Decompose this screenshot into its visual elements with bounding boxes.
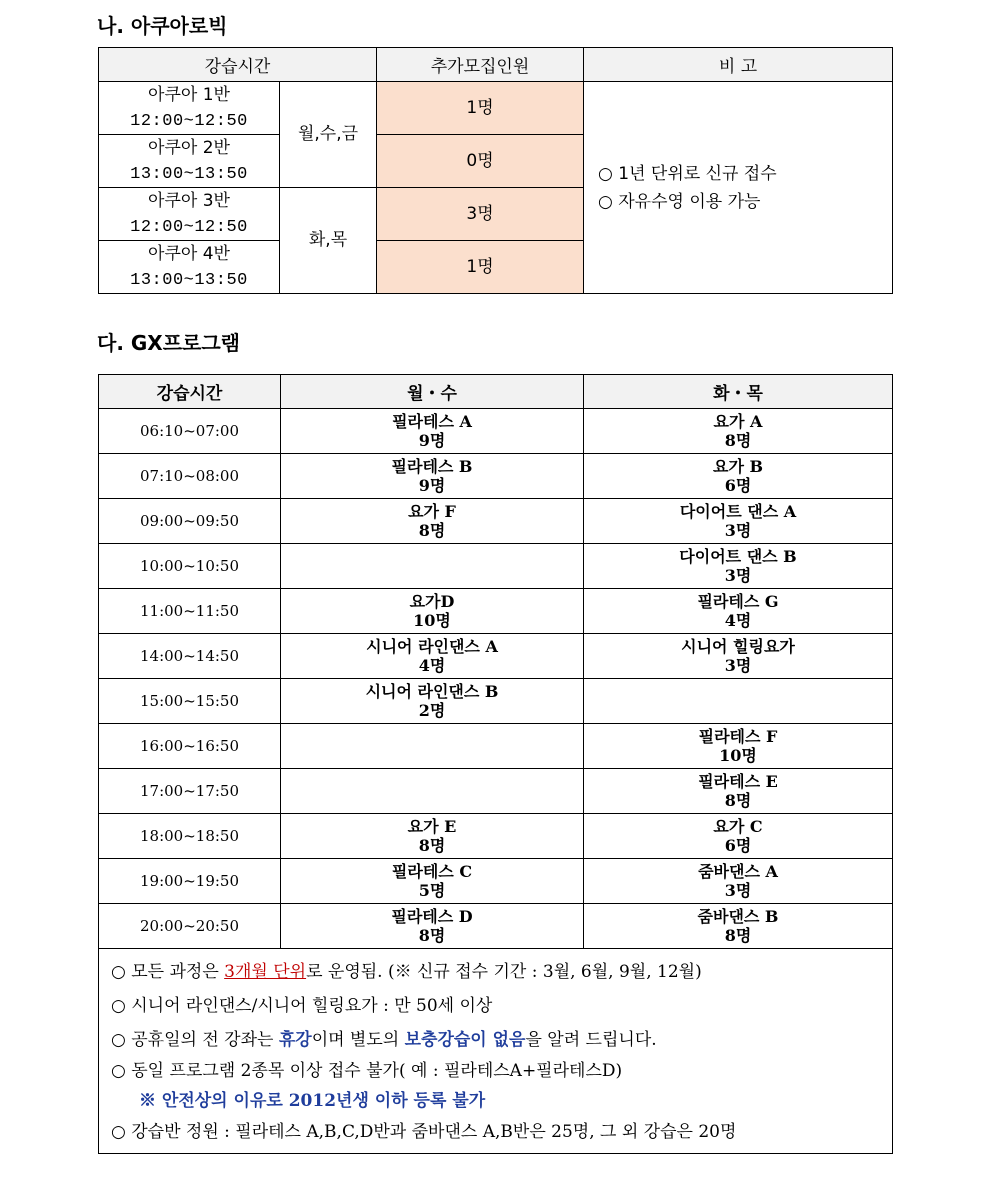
program-name: 다이어트 댄스 B <box>679 547 797 566</box>
gx-mon-wed-cell <box>281 634 584 679</box>
gx-time-cell: 14:00~14:50 <box>99 634 281 679</box>
program-capacity: 10명 <box>413 611 451 630</box>
note-line: ○ 강습반 정원 : 필라테스 A,B,C,D반과 줌바댄스 A,B반은 25명, 그 외 강습은 20명 <box>111 1122 737 1142</box>
safety-warning: ※ 안전상의 이유로 2012년생 이하 등록 불가 <box>139 1091 486 1111</box>
note-line: ○ 시니어 라인댄스/시니어 힐링요가 : 만 50세 이상 <box>111 996 493 1016</box>
gx-tue-thu-cell <box>584 589 893 634</box>
aqua-count-cell: 1명 <box>377 82 584 135</box>
gx-row <box>99 769 893 814</box>
program-name: 필라테스 C <box>391 862 473 881</box>
gx-header-mon-wed: 월・수 <box>281 375 584 409</box>
program-name: 필라테스 B <box>391 457 473 476</box>
gx-notes-cell <box>99 949 893 1154</box>
aqua-header-note: 비 고 <box>584 48 893 82</box>
program-capacity: 3명 <box>724 881 752 900</box>
program-capacity: 6명 <box>724 476 752 495</box>
gx-row <box>99 634 893 679</box>
program-name: 필라테스 F <box>698 727 778 746</box>
gx-time-cell: 11:00~11:50 <box>99 589 281 634</box>
gx-tue-thu-cell <box>584 454 893 499</box>
gx-row <box>99 454 893 499</box>
class-name: 아쿠아 4반 <box>148 243 230 264</box>
gx-tue-thu-cell <box>584 724 893 769</box>
gx-time-cell: 20:00~20:50 <box>99 904 281 949</box>
program-capacity: 8명 <box>418 836 446 855</box>
aqua-note-cell <box>584 82 893 294</box>
note-line: ○ 공휴일의 전 강좌는 휴강이며 별도의 보충강습이 없음을 알려 드립니다. <box>111 1030 657 1050</box>
program-capacity: 4명 <box>418 656 446 675</box>
aqua-header-count: 추가모집인원 <box>377 48 584 82</box>
gx-time-cell: 16:00~16:50 <box>99 724 281 769</box>
aqua-days-cell: 화,목 <box>280 188 377 294</box>
gx-time-cell: 09:00~09:50 <box>99 499 281 544</box>
aqua-header-time: 강습시간 <box>99 48 377 82</box>
aqua-days-cell: 월,수,금 <box>280 82 377 188</box>
program-capacity: 5명 <box>418 881 446 900</box>
gx-program-table <box>98 374 893 1154</box>
program-name: 시니어 힐링요가 <box>681 637 795 656</box>
gx-mon-wed-cell <box>281 544 584 589</box>
gx-mon-wed-cell <box>281 769 584 814</box>
gx-row <box>99 814 893 859</box>
program-capacity: 9명 <box>418 476 446 495</box>
note-line: ○ 동일 프로그램 2종목 이상 접수 불가( 예 : 필라테스A+필라테스D) <box>111 1061 623 1081</box>
program-capacity: 8명 <box>724 431 752 450</box>
gx-mon-wed-cell <box>281 499 584 544</box>
aqua-count-cell: 3명 <box>377 188 584 241</box>
gx-time-cell: 19:00~19:50 <box>99 859 281 904</box>
program-name: 요가 F <box>408 502 456 521</box>
program-capacity: 9명 <box>418 431 446 450</box>
gx-row <box>99 409 893 454</box>
program-capacity: 4명 <box>724 611 752 630</box>
class-time: 13:00~13:50 <box>130 270 248 290</box>
section-title-gx: 다. GX프로그램 <box>97 331 240 355</box>
gx-mon-wed-cell <box>281 409 584 454</box>
program-capacity: 8명 <box>724 791 752 810</box>
gx-header-row <box>99 375 893 409</box>
gx-header-tue-thu: 화・목 <box>584 375 893 409</box>
gx-notes-row <box>99 949 893 1154</box>
gx-tue-thu-cell <box>584 409 893 454</box>
gx-row <box>99 679 893 724</box>
program-name: 요가 B <box>712 457 763 476</box>
gx-time-cell: 07:10~08:00 <box>99 454 281 499</box>
program-capacity: 3명 <box>724 566 752 585</box>
gx-time-cell: 17:00~17:50 <box>99 769 281 814</box>
aqua-header-row <box>99 48 893 82</box>
gx-header-time: 강습시간 <box>99 375 281 409</box>
program-capacity: 10명 <box>719 746 757 765</box>
aqua-count-cell: 1명 <box>377 241 584 294</box>
program-name: 다이어트 댄스 A <box>679 502 797 521</box>
aqua-note-line: ○ 자유수영 이용 가능 <box>598 191 761 212</box>
aqua-note-line: ○ 1년 단위로 신규 접수 <box>598 163 777 184</box>
program-capacity: 6명 <box>724 836 752 855</box>
gx-tue-thu-cell <box>584 814 893 859</box>
program-name: 요가 A <box>713 412 763 431</box>
aqua-row <box>99 82 893 135</box>
program-name: 시니어 라인댄스 A <box>366 637 498 656</box>
program-name: 시니어 라인댄스 B <box>365 682 499 701</box>
gx-mon-wed-cell <box>281 904 584 949</box>
aquarobic-table <box>98 47 893 294</box>
gx-mon-wed-cell <box>281 589 584 634</box>
gx-tue-thu-cell <box>584 679 893 724</box>
gx-time-cell: 10:00~10:50 <box>99 544 281 589</box>
class-name: 아쿠아 1반 <box>148 84 230 105</box>
gx-time-cell: 18:00~18:50 <box>99 814 281 859</box>
program-capacity: 8명 <box>418 926 446 945</box>
gx-time-cell: 06:10~07:00 <box>99 409 281 454</box>
gx-tue-thu-cell <box>584 859 893 904</box>
gx-row <box>99 859 893 904</box>
gx-tue-thu-cell <box>584 904 893 949</box>
gx-row <box>99 544 893 589</box>
gx-time-cell: 15:00~15:50 <box>99 679 281 724</box>
aqua-count-cell: 0명 <box>377 135 584 188</box>
aqua-class-cell <box>99 135 280 188</box>
gx-mon-wed-cell <box>281 724 584 769</box>
program-capacity: 8명 <box>724 926 752 945</box>
gx-mon-wed-cell <box>281 859 584 904</box>
program-name: 필라테스 A <box>392 412 472 431</box>
program-name: 필라테스 G <box>697 592 779 611</box>
program-name: 필라테스 D <box>391 907 473 926</box>
holiday-closed-text: 휴강 <box>278 1030 312 1050</box>
gx-tue-thu-cell <box>584 634 893 679</box>
aqua-class-cell <box>99 82 280 135</box>
note-line: ○ 모든 과정은 3개월 단위로 운영됨. (※ 신규 접수 기간 : 3월, 6월, 9월, 12월) <box>111 962 702 982</box>
aqua-class-cell <box>99 241 280 294</box>
program-capacity: 8명 <box>418 521 446 540</box>
gx-mon-wed-cell <box>281 454 584 499</box>
program-name: 요가D <box>409 592 455 611</box>
program-capacity: 3명 <box>724 521 752 540</box>
program-name: 요가 E <box>407 817 457 836</box>
class-time: 12:00~12:50 <box>130 217 248 237</box>
gx-tue-thu-cell <box>584 544 893 589</box>
gx-tue-thu-cell <box>584 769 893 814</box>
class-time: 13:00~13:50 <box>130 164 248 184</box>
gx-mon-wed-cell <box>281 814 584 859</box>
program-name: 필라테스 E <box>698 772 778 791</box>
gx-row <box>99 724 893 769</box>
class-time: 12:00~12:50 <box>130 111 248 131</box>
program-capacity: 2명 <box>418 701 446 720</box>
program-name: 줌바댄스 A <box>698 862 778 881</box>
gx-row <box>99 904 893 949</box>
gx-row <box>99 499 893 544</box>
three-month-unit-text: 3개월 단위 <box>224 962 307 982</box>
gx-tue-thu-cell <box>584 499 893 544</box>
class-name: 아쿠아 2반 <box>148 137 230 158</box>
program-name: 요가 C <box>713 817 763 836</box>
program-name: 줌바댄스 B <box>697 907 779 926</box>
aqua-class-cell <box>99 188 280 241</box>
gx-row <box>99 589 893 634</box>
program-capacity: 3명 <box>724 656 752 675</box>
no-makeup-text: 보충강습이 없음 <box>404 1030 526 1050</box>
section-title-aquarobic: 나. 아쿠아로빅 <box>97 14 228 38</box>
class-name: 아쿠아 3반 <box>148 190 230 211</box>
gx-mon-wed-cell <box>281 679 584 724</box>
